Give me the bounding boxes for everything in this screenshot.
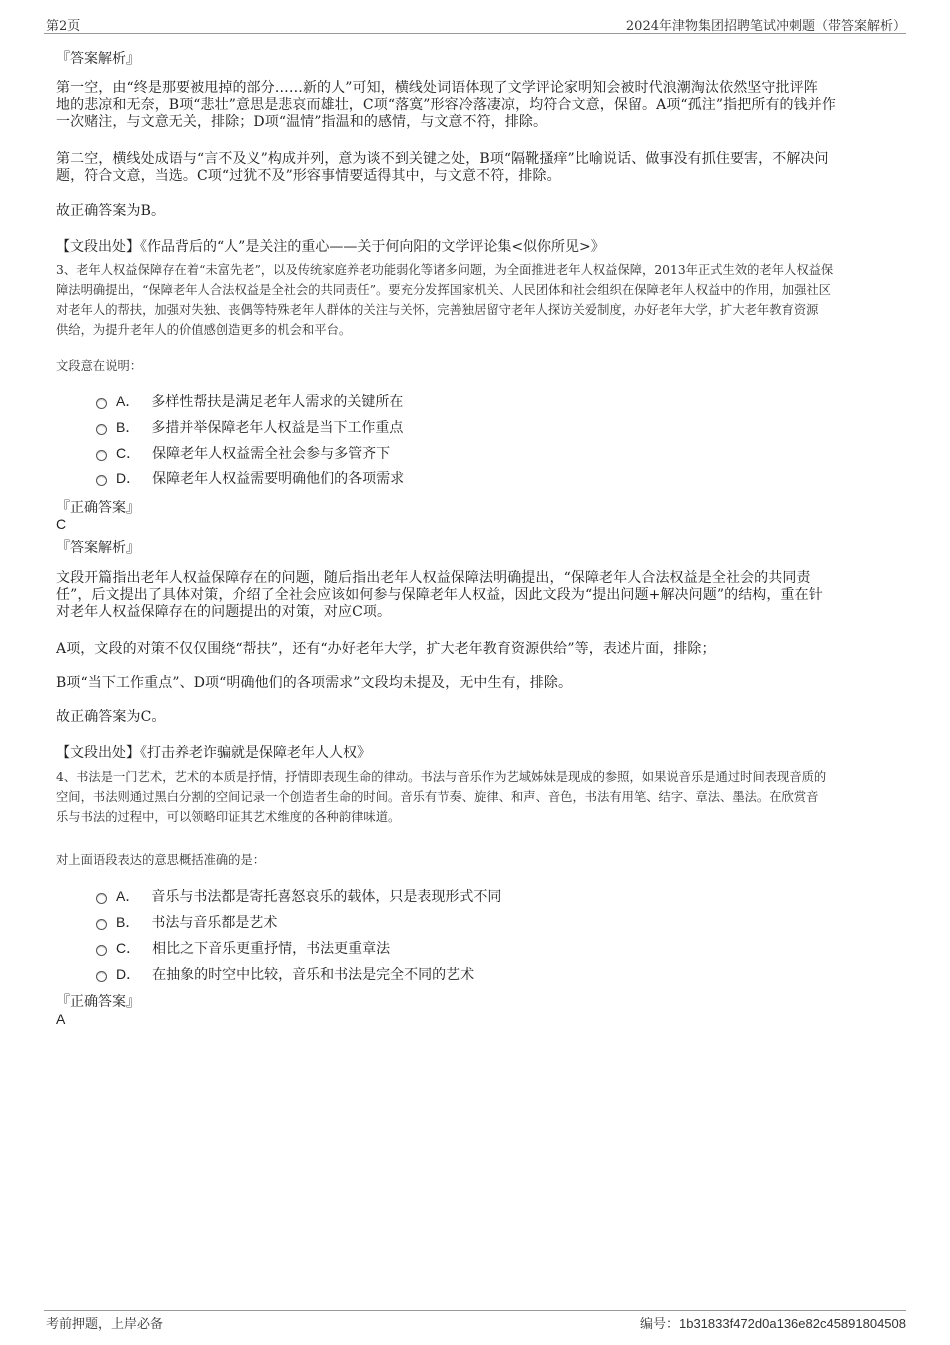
- text-line: 第二空，横线处成语与“言不及义”构成并列，意为谈不到关键之处，B项“隔靴搔痒”比喻说话、做事没有抓住要害，不解决问: [56, 151, 829, 167]
- text-line: 3、老年人权益保障存在着“未富先老”，以及传统家庭养老功能弱化等诸多问题，为全面推进老年人权益保障，2013年正式生效的老年人权益保: [56, 263, 834, 277]
- option-letter: A．: [116, 888, 140, 904]
- correct-answer: C: [56, 516, 67, 532]
- question-text: [56, 767, 902, 827]
- answer-conclusion: 故正确答案为C。: [56, 709, 166, 725]
- option-text: 多样性帮扶是满足老年人需求的关键所在: [151, 394, 404, 410]
- option-c[interactable]: [96, 938, 390, 958]
- correct-answer-tag: 『正确答案』: [56, 500, 140, 516]
- radio-button-icon[interactable]: [96, 424, 107, 435]
- analysis-paragraph: [56, 570, 890, 621]
- analysis-paragraph: B项“当下工作重点”、D项“明确他们的各项需求”文段均未提及，无中生有，排除。: [56, 675, 573, 691]
- option-text: 多措并举保障老年人权益是当下工作重点: [151, 420, 404, 436]
- text-line: 对老年人的帮扶，加强对失独、丧偶等特殊老年人群体的关注与关怀，完善独居留守老年人探访关爱制度，办好老年大学，扩大老年教育资源: [56, 303, 819, 317]
- option-letter: D．: [116, 966, 141, 982]
- question-stem: 文段意在说明：: [56, 359, 143, 373]
- footer-divider: [44, 1310, 906, 1311]
- option-b[interactable]: [96, 417, 403, 437]
- text-line: 4、书法是一门艺术，艺术的本质是抒情，抒情即表现生命的律动。书法与音乐作为艺域姊妹是现成的参照，如果说音乐是通过时间表现音质的: [56, 770, 827, 784]
- text-line: 空间，书法则通过黑白分割的空间记录一个创造者生命的时间。音乐有节奏、旋律、和声、音色，书法有用笔、结字、章法、墨法。在欣赏音: [56, 790, 819, 804]
- option-b[interactable]: [96, 912, 277, 932]
- radio-button-icon[interactable]: [96, 919, 107, 930]
- option-letter: C．: [116, 445, 141, 461]
- option-text: 在抽象的时空中比较，音乐和书法是完全不同的艺术: [152, 967, 475, 983]
- option-letter: C．: [116, 940, 141, 956]
- text-line: 一次赌注，与文意无关，排除；D项“温情”指温和的感情，与文意不符，排除。: [56, 114, 548, 130]
- option-text: 保障老年人权益需要明确他们的各项需求: [152, 471, 405, 487]
- answer-conclusion: 故正确答案为B。: [56, 203, 166, 219]
- document-code-label: 编号：: [639, 1317, 679, 1332]
- option-a[interactable]: [96, 391, 403, 411]
- analysis-tag: 『答案解析』: [56, 540, 140, 556]
- radio-button-icon[interactable]: [96, 893, 107, 904]
- text-line: 供给，为提升老年人的价值感创造更多的机会和平台。: [56, 323, 352, 337]
- radio-button-icon[interactable]: [96, 450, 107, 461]
- text-line: 题，符合文意，当选。C项“过犹不及”形容事情要适得其中，与文意不符，排除。: [56, 168, 561, 184]
- analysis-paragraph: [56, 151, 890, 185]
- passage-source: 【文段出处】《打击养老诈骗就是保障老年人人权》: [56, 745, 371, 761]
- correct-answer: A: [56, 1011, 66, 1027]
- option-letter: A．: [116, 393, 140, 409]
- option-letter: B．: [116, 914, 140, 930]
- text-line: 文段开篇指出老年人权益保障存在的问题，随后指出老年人权益保障法明确提出，“保障老年人合法权益是全社会的共同责: [56, 570, 811, 586]
- option-text: 相比之下音乐更重抒情，书法更重章法: [152, 941, 391, 957]
- option-letter: B．: [116, 419, 140, 435]
- analysis-tag: 『答案解析』: [56, 51, 140, 67]
- text-line: 地的悲凉和无奈，B项“悲壮”意思是悲哀而雄壮，C项“落寞”形容冷落凄凉，均符合文意，保留。A项“孤注”指把所有的钱并作: [56, 97, 836, 113]
- option-a[interactable]: [96, 886, 501, 906]
- text-line: 障法明确提出，“保障老年人合法权益是全社会的共同责任”。要充分发挥国家机关、人民团体和社会组织在保障老年人权益中的作用，加强社区: [56, 283, 831, 297]
- analysis-paragraph: [56, 80, 890, 131]
- footer-slogan: 考前押题，上岸必备: [46, 1317, 164, 1332]
- radio-button-icon[interactable]: [96, 398, 107, 409]
- option-c[interactable]: [96, 443, 390, 463]
- option-text: 保障老年人权益需全社会参与多管齐下: [152, 446, 391, 462]
- correct-answer-tag: 『正确答案』: [56, 994, 140, 1010]
- header-divider: [44, 33, 906, 34]
- radio-button-icon[interactable]: [96, 945, 107, 956]
- question-text: [56, 260, 902, 340]
- text-line: 第一空，由“终是那要被甩掉的部分……新的人”可知，横线处词语体现了文学评论家明知会被时代浪潮淘汰依然坚守批评阵: [56, 80, 818, 96]
- page-number: 第2页: [46, 19, 81, 34]
- text-line: 乐与书法的过程中，可以领略印证其艺术维度的各种韵律味道。: [56, 810, 401, 824]
- option-text: 书法与音乐都是艺术: [151, 915, 278, 931]
- option-d[interactable]: [96, 964, 474, 984]
- text-line: 对老年人权益保障存在的问题提出的对策，对应C项。: [56, 604, 392, 620]
- text-line: 任”，后文提出了具体对策，介绍了全社会应该如何参与保障老年人权益，因此文段为“提出问题+解决问题”的结构，重在针: [56, 587, 823, 603]
- analysis-paragraph: A项，文段的对策不仅仅围绕“帮扶”，还有“办好老年大学，扩大老年教育资源供给”等，表述片面，排除；: [56, 641, 716, 657]
- option-text: 音乐与书法都是寄托喜怒哀乐的载体，只是表现形式不同: [151, 889, 502, 905]
- document-title: 2024年津物集团招聘笔试冲刺题（带答案解析）: [625, 19, 906, 34]
- option-letter: D．: [116, 470, 141, 486]
- question-stem: 对上面语段表达的意思概括准确的是：: [56, 853, 266, 867]
- passage-source: 【文段出处】《作品背后的“人”是关注的重心——关于何向阳的文学评论集<似你所见>》: [56, 239, 605, 255]
- radio-button-icon[interactable]: [96, 971, 107, 982]
- radio-button-icon[interactable]: [96, 475, 107, 486]
- option-d[interactable]: [96, 468, 404, 488]
- document-code: [640, 1313, 906, 1332]
- document-code-value: 1b31833f472d0a136e82c45891804508: [678, 1316, 906, 1331]
